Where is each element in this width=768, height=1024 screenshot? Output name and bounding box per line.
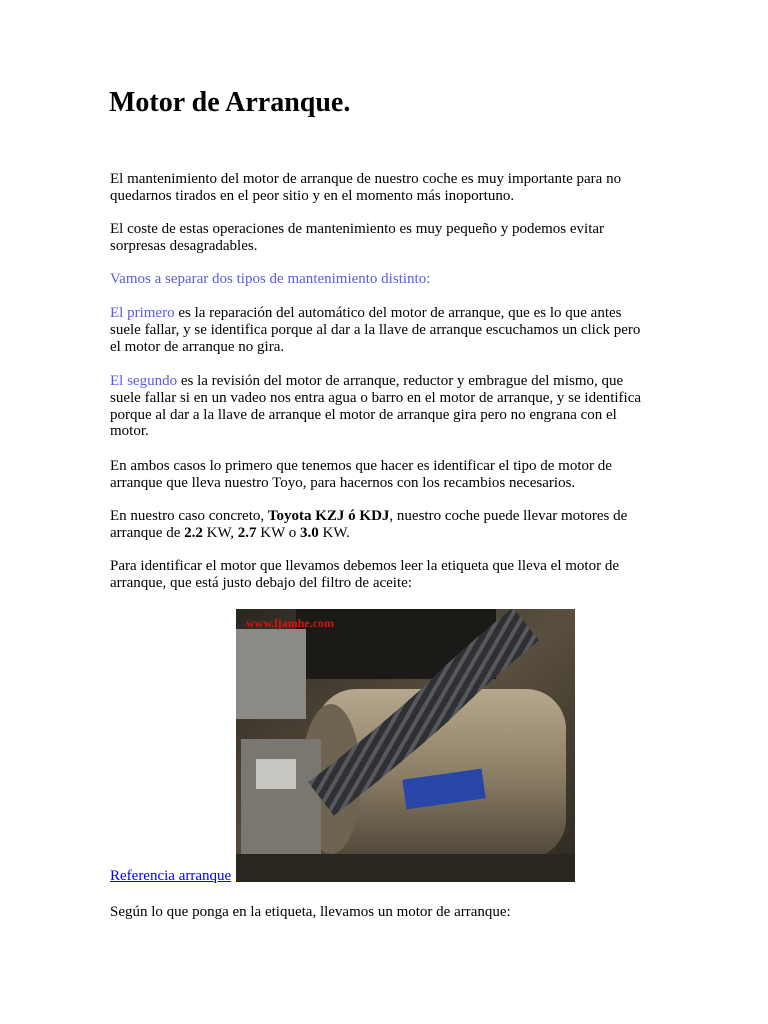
starter-motor-image bbox=[236, 609, 575, 882]
identify-type-paragraph: En ambos casos lo primero que tenemos que hacer es identificar el tipo de motor de arranque que lleva nuestro Toyo, para hacernos con los recambios necesarios. bbox=[110, 458, 612, 491]
model-paragraph: En nuestro caso concreto, Toyota KZJ ó KDJ, nuestro coche puede llevar motores de arranque de 2.2 KW, 2.7 KW o 3.0 KW. bbox=[110, 508, 628, 541]
power-value-2: 2.7 bbox=[237, 524, 257, 541]
label-meaning-paragraph: Según lo que ponga en la etiqueta, llevamos un motor de arranque: bbox=[110, 904, 511, 920]
label-location-paragraph: Para identificar el motor que llevamos debemos leer la etiqueta que lleva el motor de arranque, que está justo debajo del filtro de aceite: bbox=[110, 558, 619, 591]
first-type-paragraph: El primero es la reparación del automático del motor de arranque, que es lo que antes suele fallar, y se identifica porque al dar a la llave de arranque escuchamos un click pero el motor de arranque no gira. bbox=[110, 305, 641, 355]
starter-motor-photo bbox=[236, 609, 575, 882]
intro-paragraph: El mantenimiento del motor de arranque de nuestro coche es muy importante para no quedarnos tirados en el peor sitio y en el momento más inoportuno. bbox=[110, 171, 622, 204]
page-title: Motor de Arranque. bbox=[109, 87, 351, 118]
power-value-1: 2.2 bbox=[184, 524, 203, 541]
cost-paragraph: El coste de estas operaciones de mantenimiento es muy pequeño y podemos evitar sorpresas desagradables. bbox=[110, 221, 605, 254]
second-type-paragraph: El segundo es la revisión del motor de arranque, reductor y embrague del mismo, que suele fallar si en un vadeo nos entra agua o barro en el motor de arranque, y se identifica porque al dar a la llave de arranque el motor de arranque gira pero no engrana con el motor. bbox=[110, 373, 642, 440]
photo-watermark: www.ljamhe.com bbox=[246, 616, 334, 630]
starter-reference-link[interactable]: Referencia arranque bbox=[110, 868, 232, 884]
vehicle-model: Toyota KZJ ó KDJ bbox=[267, 508, 390, 524]
power-value-3: 3.0 bbox=[299, 524, 319, 541]
maintenance-types-heading: Vamos a separar dos tipos de mantenimiento distinto: bbox=[110, 271, 431, 287]
